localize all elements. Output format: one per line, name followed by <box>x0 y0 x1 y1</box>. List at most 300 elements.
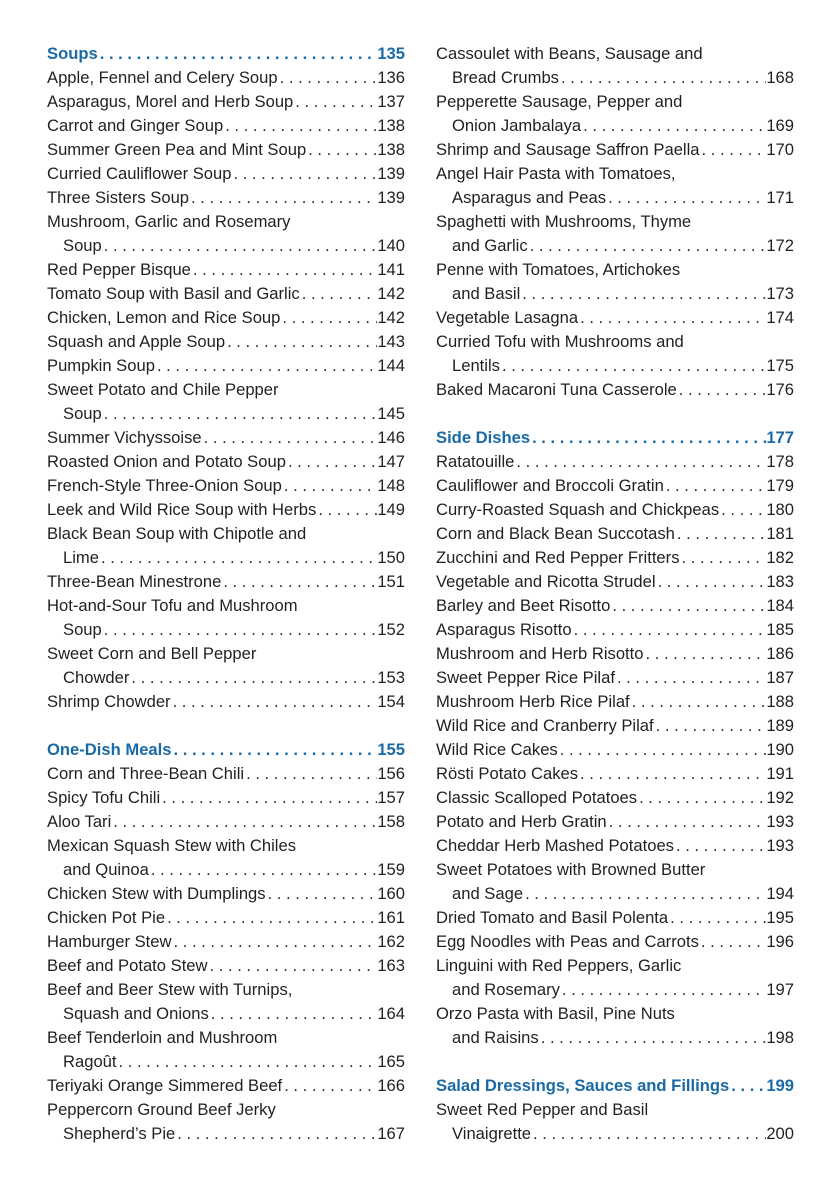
toc-entry <box>436 690 794 714</box>
page-number: 146 <box>377 428 405 447</box>
toc-column-left <box>47 42 405 1146</box>
toc-entry <box>47 906 405 930</box>
entry-title: Potato and Herb Gratin <box>436 812 607 831</box>
dot-leader <box>175 1122 377 1146</box>
dot-leader <box>637 786 766 810</box>
entry-title: Red Pepper Bisque <box>47 260 191 279</box>
page-number: 161 <box>377 908 405 927</box>
page-number: 187 <box>766 668 794 687</box>
toc-entry <box>47 522 405 546</box>
dot-leader <box>729 1074 766 1098</box>
entry-title: Summer Vichyssoise <box>47 428 202 447</box>
entry-title: and Raisins <box>452 1028 539 1047</box>
toc-entry <box>436 42 794 66</box>
dot-leader <box>102 402 378 426</box>
page-number: 169 <box>766 116 794 135</box>
page-number: 142 <box>377 308 405 327</box>
entry-title: Cheddar Herb Mashed Potatoes <box>436 836 674 855</box>
entry-title: Mushroom Herb Rice Pilaf <box>436 692 630 711</box>
toc-entry <box>47 162 405 186</box>
toc-column-right <box>436 42 794 1146</box>
page-number: 183 <box>766 572 794 591</box>
entry-title: and Quinoa <box>63 860 149 879</box>
page-number: 199 <box>766 1076 794 1095</box>
dot-leader <box>293 90 377 114</box>
entry-title: French-Style Three-Onion Soup <box>47 476 282 495</box>
dot-leader <box>664 474 767 498</box>
page-number: 162 <box>377 932 405 951</box>
page-number: 150 <box>377 548 405 567</box>
toc-entry-continuation <box>436 186 794 210</box>
page-number: 174 <box>766 308 794 327</box>
toc-entry <box>436 786 794 810</box>
page-number: 181 <box>766 524 794 543</box>
page-number: 138 <box>377 116 405 135</box>
entry-title: Soup <box>63 620 102 639</box>
toc-entry <box>436 666 794 690</box>
page-number: 171 <box>766 188 794 207</box>
entry-title: and Sage <box>452 884 524 903</box>
dot-leader <box>630 690 767 714</box>
entry-title: Asparagus Risotto <box>436 620 572 639</box>
page-number: 136 <box>377 68 405 87</box>
entry-title: Ragoût <box>63 1052 117 1071</box>
toc-entry <box>47 1098 405 1122</box>
page-number: 197 <box>766 980 794 999</box>
toc-entry <box>436 306 794 330</box>
entry-title: Pepperette Sausage, Pepper and <box>436 92 683 111</box>
toc-entry <box>47 378 405 402</box>
dot-leader <box>578 306 766 330</box>
dot-leader <box>680 546 767 570</box>
entry-title: Soup <box>63 236 102 255</box>
entry-title: Beef and Beer Stew with Turnips, <box>47 980 293 999</box>
toc-entry <box>47 810 405 834</box>
dot-leader <box>699 930 766 954</box>
entry-title: Asparagus, Morel and Herb Soup <box>47 92 294 111</box>
page-number: 182 <box>766 548 794 567</box>
toc-entry <box>436 714 794 738</box>
section-spacer <box>436 402 794 426</box>
dot-leader <box>528 234 767 258</box>
toc-entry-continuation <box>436 354 794 378</box>
page-number: 147 <box>377 452 405 471</box>
toc-entry <box>47 90 405 114</box>
page-number: 155 <box>377 740 405 759</box>
section-title: Soups <box>47 44 98 63</box>
toc-entry-continuation <box>436 978 794 1002</box>
page-number: 140 <box>377 236 405 255</box>
dot-leader <box>223 114 377 138</box>
dot-leader <box>654 714 767 738</box>
toc-entry-continuation <box>436 114 794 138</box>
page-number: 163 <box>377 956 405 975</box>
toc-entry <box>47 450 405 474</box>
dot-leader <box>572 618 767 642</box>
page-number: 135 <box>377 44 405 63</box>
dot-leader <box>581 114 766 138</box>
entry-title: Ratatouille <box>436 452 515 471</box>
toc-entry-continuation <box>436 1122 794 1146</box>
dot-leader <box>520 282 766 306</box>
toc-entry-continuation <box>47 858 405 882</box>
entry-title: Mushroom and Herb Risotto <box>436 644 644 663</box>
page-number: 143 <box>377 332 405 351</box>
entry-title: Sweet Corn and Bell Pepper <box>47 644 257 663</box>
page-number: 154 <box>377 692 405 711</box>
entry-title: Angel Hair Pasta with Tomatoes, <box>436 164 676 183</box>
toc-entry <box>436 258 794 282</box>
toc-section-heading <box>436 426 794 450</box>
entry-title: Chowder <box>63 668 130 687</box>
section-spacer <box>436 1050 794 1074</box>
entry-title: Curried Tofu with Mushrooms and <box>436 332 684 351</box>
page-number: 194 <box>766 884 794 903</box>
entry-title: Rösti Potato Cakes <box>436 764 579 783</box>
entry-title: Curry-Roasted Squash and Chickpeas <box>436 500 720 519</box>
toc-entry <box>436 474 794 498</box>
page-number: 178 <box>766 452 794 471</box>
toc-entry <box>47 930 405 954</box>
dot-leader <box>98 42 378 66</box>
page-number: 156 <box>377 764 405 783</box>
toc-entry-continuation <box>47 546 405 570</box>
page-number: 193 <box>766 812 794 831</box>
toc-entry <box>47 186 405 210</box>
toc-entry <box>436 738 794 762</box>
page-number: 172 <box>766 236 794 255</box>
entry-title: Classic Scalloped Potatoes <box>436 788 638 807</box>
toc-section-heading <box>47 738 405 762</box>
toc-entry-continuation <box>47 402 405 426</box>
page-number: 159 <box>377 860 405 879</box>
page-number: 160 <box>377 884 405 903</box>
toc-entry-continuation <box>47 234 405 258</box>
dot-leader <box>189 186 377 210</box>
toc-entry <box>436 930 794 954</box>
toc-entry <box>436 1002 794 1026</box>
entry-title: Beef Tenderloin and Mushroom <box>47 1028 278 1047</box>
dot-leader <box>155 354 377 378</box>
page-number: 185 <box>766 620 794 639</box>
toc-entry-continuation <box>47 1050 405 1074</box>
toc-entry <box>47 354 405 378</box>
entry-title: Spaghetti with Mushrooms, Thyme <box>436 212 692 231</box>
page-number: 177 <box>766 428 794 447</box>
entry-title: Soup <box>63 404 102 423</box>
entry-title: Leek and Wild Rice Soup with Herbs <box>47 500 317 519</box>
dot-leader <box>286 450 377 474</box>
toc-entry <box>47 570 405 594</box>
entry-title: Corn and Black Bean Succotash <box>436 524 675 543</box>
toc-entry-continuation <box>436 282 794 306</box>
toc-entry <box>47 426 405 450</box>
entry-title: Vinaigrette <box>452 1124 532 1143</box>
entry-title: and Garlic <box>452 236 528 255</box>
entry-title: Cauliflower and Broccoli Gratin <box>436 476 664 495</box>
toc-entry <box>436 642 794 666</box>
entry-title: Bread Crumbs <box>452 68 559 87</box>
dot-leader <box>559 66 766 90</box>
entry-title: Chicken Pot Pie <box>47 908 166 927</box>
dot-leader <box>514 450 766 474</box>
dot-leader <box>165 906 377 930</box>
dot-leader <box>615 666 766 690</box>
dot-leader <box>280 306 377 330</box>
entry-title: Linguini with Red Peppers, Garlic <box>436 956 682 975</box>
page-number: 184 <box>766 596 794 615</box>
dot-leader <box>172 738 378 762</box>
dot-leader <box>149 858 378 882</box>
dot-leader <box>610 594 766 618</box>
toc-entry <box>436 858 794 882</box>
dot-leader <box>282 474 377 498</box>
entry-title: Orzo Pasta with Basil, Pine Nuts <box>436 1004 675 1023</box>
toc-entry <box>47 594 405 618</box>
dot-leader <box>644 642 767 666</box>
toc-entry-continuation <box>436 1026 794 1050</box>
page-number: 142 <box>377 284 405 303</box>
entry-title: Zucchini and Red Pepper Fritters <box>436 548 680 567</box>
page-number: 198 <box>766 1028 794 1047</box>
entry-title: Three Sisters Soup <box>47 188 190 207</box>
entry-title: Curried Cauliflower Soup <box>47 164 232 183</box>
entry-title: Asparagus and Peas <box>452 188 607 207</box>
page-number: 149 <box>377 500 405 519</box>
entry-title: Three-Bean Minestrone <box>47 572 222 591</box>
toc-entry <box>436 378 794 402</box>
dot-leader <box>674 834 766 858</box>
dot-leader <box>656 570 767 594</box>
dot-leader <box>111 810 377 834</box>
entry-title: Penne with Tomatoes, Artichokes <box>436 260 681 279</box>
dot-leader <box>221 570 377 594</box>
entry-title: Onion Jambalaya <box>452 116 582 135</box>
toc-entry <box>47 882 405 906</box>
entry-title: Pumpkin Soup <box>47 356 155 375</box>
dot-leader <box>225 330 377 354</box>
toc-entry <box>47 138 405 162</box>
page-number: 165 <box>377 1052 405 1071</box>
page-number: 138 <box>377 140 405 159</box>
entry-title: and Basil <box>452 284 521 303</box>
toc-entry <box>436 498 794 522</box>
entry-title: Chicken, Lemon and Rice Soup <box>47 308 281 327</box>
page-number: 141 <box>377 260 405 279</box>
toc-entry <box>436 834 794 858</box>
entry-title: Corn and Three-Bean Chili <box>47 764 245 783</box>
page-number: 164 <box>377 1004 405 1023</box>
dot-leader <box>677 378 767 402</box>
dot-leader <box>560 978 766 1002</box>
page-number: 191 <box>766 764 794 783</box>
dot-leader <box>209 1002 378 1026</box>
toc-entry <box>436 762 794 786</box>
toc-entry <box>436 570 794 594</box>
entry-title: and Rosemary <box>452 980 560 999</box>
section-title: Salad Dressings, Sauces and Fillings <box>436 1076 730 1095</box>
dot-leader <box>129 666 377 690</box>
dot-leader <box>500 354 766 378</box>
page-number: 196 <box>766 932 794 951</box>
dot-leader <box>316 498 377 522</box>
toc-entry <box>47 1026 405 1050</box>
toc-entry <box>436 810 794 834</box>
page-number: 166 <box>377 1076 405 1095</box>
page-number: 152 <box>377 620 405 639</box>
entry-title: Black Bean Soup with Chipotle and <box>47 524 307 543</box>
dot-leader <box>578 762 766 786</box>
page-number: 186 <box>766 644 794 663</box>
entry-title: Dried Tomato and Basil Polenta <box>436 908 669 927</box>
page-number: 168 <box>766 68 794 87</box>
toc-entry <box>436 138 794 162</box>
dot-leader <box>171 690 378 714</box>
toc-entry <box>47 690 405 714</box>
toc-entry <box>436 954 794 978</box>
page-number: 173 <box>766 284 794 303</box>
dot-leader <box>208 954 378 978</box>
page-number: 153 <box>377 668 405 687</box>
toc-entry <box>47 282 405 306</box>
entry-title: Squash and Apple Soup <box>47 332 226 351</box>
toc-entry <box>47 786 405 810</box>
toc-entry <box>436 162 794 186</box>
toc-entry <box>47 114 405 138</box>
page-number: 175 <box>766 356 794 375</box>
entry-title: Wild Rice Cakes <box>436 740 558 759</box>
entry-title: Peppercorn Ground Beef Jerky <box>47 1100 276 1119</box>
dot-leader <box>172 930 378 954</box>
entry-title: Spicy Tofu Chili <box>47 788 161 807</box>
toc-section-heading <box>47 42 405 66</box>
dot-leader <box>102 234 378 258</box>
dot-leader <box>530 426 766 450</box>
dot-leader <box>607 810 767 834</box>
entry-title: Shrimp and Sausage Saffron Paella <box>436 140 700 159</box>
toc-entry-continuation <box>436 882 794 906</box>
dot-leader <box>102 618 378 642</box>
entry-title: Teriyaki Orange Simmered Beef <box>47 1076 283 1095</box>
entry-title: Apple, Fennel and Celery Soup <box>47 68 278 87</box>
toc-entry <box>47 762 405 786</box>
entry-title: Aloo Tari <box>47 812 112 831</box>
section-title: Side Dishes <box>436 428 531 447</box>
toc-entry-continuation <box>47 1122 405 1146</box>
entry-title: Summer Green Pea and Mint Soup <box>47 140 307 159</box>
entry-title: Chicken Stew with Dumplings <box>47 884 266 903</box>
toc-entry <box>47 834 405 858</box>
entry-title: Shepherd’s Pie <box>63 1124 176 1143</box>
toc-entry <box>436 546 794 570</box>
dot-leader <box>523 882 766 906</box>
dot-leader <box>191 258 377 282</box>
dot-leader <box>266 882 378 906</box>
toc-entry <box>47 978 405 1002</box>
toc-entry <box>47 642 405 666</box>
toc-entry-continuation <box>47 618 405 642</box>
entry-title: Shrimp Chowder <box>47 692 171 711</box>
toc-entry <box>47 330 405 354</box>
toc-entry <box>47 258 405 282</box>
toc-entry-continuation <box>436 234 794 258</box>
dot-leader <box>558 738 767 762</box>
entry-title: Egg Noodles with Peas and Carrots <box>436 932 699 951</box>
toc-entry <box>436 210 794 234</box>
dot-leader <box>606 186 766 210</box>
page-number: 148 <box>377 476 405 495</box>
entry-title: Tomato Soup with Basil and Garlic <box>47 284 300 303</box>
entry-title: Wild Rice and Cranberry Pilaf <box>436 716 654 735</box>
dot-leader <box>282 1074 377 1098</box>
toc-entry <box>436 522 794 546</box>
page-number: 189 <box>766 716 794 735</box>
page-number: 137 <box>377 92 405 111</box>
page-number: 139 <box>377 188 405 207</box>
entry-title: Cassoulet with Beans, Sausage and <box>436 44 703 63</box>
page-number: 151 <box>377 572 405 591</box>
entry-title: Baked Macaroni Tuna Casserole <box>436 380 677 399</box>
page-number: 144 <box>377 356 405 375</box>
dot-leader <box>700 138 767 162</box>
entry-title: Hot-and-Sour Tofu and Mushroom <box>47 596 298 615</box>
page-number: 195 <box>766 908 794 927</box>
dot-leader <box>719 498 766 522</box>
toc-entry <box>47 1074 405 1098</box>
dot-leader <box>531 1122 766 1146</box>
page-number: 157 <box>377 788 405 807</box>
page-number: 167 <box>377 1124 405 1143</box>
entry-title: Sweet Potato and Chile Pepper <box>47 380 279 399</box>
page-number: 192 <box>766 788 794 807</box>
page-number: 179 <box>766 476 794 495</box>
toc-entry-continuation <box>47 1002 405 1026</box>
entry-title: Barley and Beet Risotto <box>436 596 611 615</box>
entry-title: Lime <box>63 548 99 567</box>
toc-entry <box>436 90 794 114</box>
toc-entry <box>47 306 405 330</box>
entry-title: Roasted Onion and Potato Soup <box>47 452 286 471</box>
toc-entry <box>436 330 794 354</box>
dot-leader <box>99 546 377 570</box>
page-number: 188 <box>766 692 794 711</box>
page-number: 193 <box>766 836 794 855</box>
page-number: 170 <box>766 140 794 159</box>
entry-title: Sweet Potatoes with Browned Butter <box>436 860 706 879</box>
dot-leader <box>668 906 766 930</box>
dot-leader <box>278 66 378 90</box>
entry-title: Vegetable and Ricotta Strudel <box>436 572 656 591</box>
page-number: 180 <box>766 500 794 519</box>
toc-entry-continuation <box>436 66 794 90</box>
entry-title: Beef and Potato Stew <box>47 956 208 975</box>
dot-leader <box>306 138 377 162</box>
page-number: 145 <box>377 404 405 423</box>
entry-title: Carrot and Ginger Soup <box>47 116 224 135</box>
dot-leader <box>160 786 377 810</box>
entry-title: Sweet Pepper Rice Pilaf <box>436 668 615 687</box>
dot-leader <box>539 1026 767 1050</box>
page-number: 190 <box>766 740 794 759</box>
toc-entry <box>47 210 405 234</box>
page-number: 200 <box>766 1124 794 1143</box>
entry-title: Vegetable Lasagna <box>436 308 579 327</box>
dot-leader <box>244 762 377 786</box>
entry-title: Mexican Squash Stew with Chiles <box>47 836 297 855</box>
entry-title: Squash and Onions <box>63 1004 209 1023</box>
section-title: One-Dish Meals <box>47 740 172 759</box>
page-number: 176 <box>766 380 794 399</box>
